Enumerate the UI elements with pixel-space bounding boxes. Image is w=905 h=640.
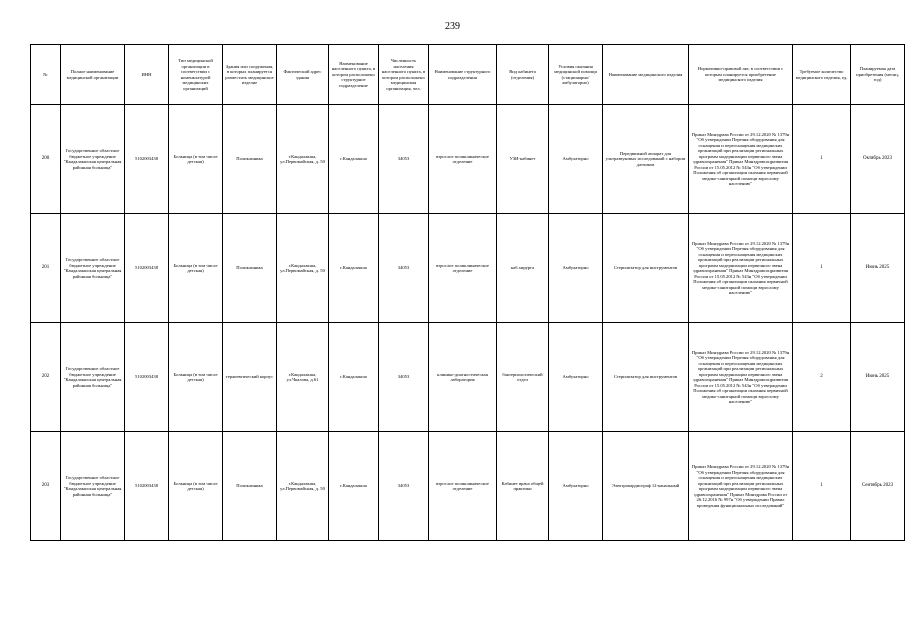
table-cell: Стерилизатор для инструментов [603,214,689,323]
table-cell: 34053 [379,432,429,541]
header-cell: Условия оказания медицинской помощи (стационарно/ амбулаторно) [549,45,603,105]
header-cell: Численность населения населенного пункта, в котором расположено медицинская организация, чел. [379,45,429,105]
table-cell: г.Кандалакша [329,105,379,214]
header-cell: Требуемое количество медицинского изделия, ед. [793,45,851,105]
table-cell: 5102003438 [125,432,169,541]
table-cell: бактериологический отдел [497,323,549,432]
table-cell: Приказ Минздрава России от 29.12.2020 № 1379н "Об утверждении Перечня оборудования для оснащения и переоснащения медицинских организаций при реализации региональных программ модернизации первичного звена здравоохранения" Приказ Минздравсоцразвития России от 15.05.2012 № 543н "Об утверждении Положения об организации оказания первичной медико-санитарной помощи взрослому населению" [689,323,793,432]
table-cell: УЗИ-кабинет [497,105,549,214]
table-cell: Кабинет врача общей практики [497,432,549,541]
header-cell: Вид кабинета (отделения) [497,45,549,105]
table-row [31,105,905,214]
table-cell: г.Кандалакша, ул.Первомайская, д. 50 [277,432,329,541]
table-cell: Амбулаторно [549,323,603,432]
header-cell: Наименование населенного пункта, в котором расположено структурное подразделение [329,45,379,105]
table-cell: Приказ Минздрава России от 29.12.2020 № 1379н "Об утверждении Перечня оборудования для оснащения и переоснащения медицинских организаций при реализации региональных программ модернизации первичного звена здравоохранения" Приказ Минздравсоцразвития России от 15.05.2012 № 543н "Об утверждении Положения об организации оказания первичной медико-санитарной помощи взрослому населению" [689,105,793,214]
table-cell: Июнь 2025 [851,323,905,432]
header-cell: Планируемая дата приобретения (месяц, год) [851,45,905,105]
table-cell: Амбулаторно [549,432,603,541]
table-cell: Поликлиника [223,214,277,323]
table-cell: взрослое поликлиническое отделение [429,214,497,323]
table-cell: Больница (в том числе детская) [169,323,223,432]
header-cell: № [31,45,61,105]
header-cell: Полное наименование медицинской организации [61,45,125,105]
table-cell: Государственное областное бюджетное учреждение "Кандалакшская центральная районная больница" [61,214,125,323]
table-cell: 1 [793,105,851,214]
table-cell: 203 [31,432,61,541]
table-cell: г.Кандалакша, ул.Первомайская, д. 50 [277,214,329,323]
table-cell: г.Кандалакша, ул.Первомайская, д. 50 [277,105,329,214]
table-cell: 1 [793,432,851,541]
table-cell: Поликлиника [223,432,277,541]
header-cell: Наименование медицинского изделия [603,45,689,105]
table-cell: г.Кандалакша [329,214,379,323]
table-row [31,323,905,432]
table-cell: Государственное областное бюджетное учреждение "Кандалакшская центральная районная больница" [61,323,125,432]
table-cell: 200 [31,105,61,214]
table-cell: Амбулаторно [549,105,603,214]
table-cell: Государственное областное бюджетное учреждение "Кандалакшская центральная районная больница" [61,105,125,214]
table-cell: 2 [793,323,851,432]
table-cell: каб.хирурга [497,214,549,323]
page-number: 239 [445,21,460,32]
header-cell: Фактический адрес здания [277,45,329,105]
table-cell: Государственное областное бюджетное учреждение "Кандалакшская центральная районная больница" [61,432,125,541]
table-cell: Электрокардиограф 12-канальный [603,432,689,541]
table-cell: г.Кандалакша [329,323,379,432]
table-cell: г.Кандалакша [329,432,379,541]
header-cell: Здания или сооружения, в которых планируется разместить медицинское изделие [223,45,277,105]
table-cell: 5102003438 [125,105,169,214]
header-cell: Наименование структурного подразделения [429,45,497,105]
table-cell: Поликлиника [223,105,277,214]
table-cell: 34053 [379,105,429,214]
table-cell: взрослое поликлиническое отделение [429,432,497,541]
table-row [31,214,905,323]
table-cell: 201 [31,214,61,323]
table-cell: г.Кандалакша, ул.Чкалова, д.61 [277,323,329,432]
table-cell: Июнь 2025 [851,214,905,323]
table-cell: взрослое поликлиническое отделение [429,105,497,214]
header-cell: ИНН [125,45,169,105]
equipment-registry-table [30,44,905,541]
header-cell: Нормативно-правовой акт, в соответствии с которым планируется приобретение медицинского изделия [689,45,793,105]
header-cell: Тип медицинской организации в соответствии с номенклатурой медицинских организаций [169,45,223,105]
table-cell: терапевтический корпус [223,323,277,432]
table-cell: 5102003438 [125,323,169,432]
table-cell: Сентябрь 2023 [851,432,905,541]
table-cell: 1 [793,214,851,323]
table-cell: 5102003438 [125,214,169,323]
table-cell: Стерилизатор для инструментов [603,323,689,432]
table-cell: Приказ Минздрава России от 29.12.2020 № 1379н "Об утверждении Перечня оборудования для оснащения и переоснащения медицинских организаций при реализации региональных программ модернизации первичного звена здравоохранения" Приказ Минздравсоцразвития России от 15.05.2012 № 543н "Об утверждении Положения об организации оказания первичной медико-санитарной помощи взрослому населению" [689,214,793,323]
table-row [31,432,905,541]
table-cell: Амбулаторно [549,214,603,323]
table-cell: 202 [31,323,61,432]
table-cell: Передвижной аппарат для ультразвуковых исследований с набором датчиков [603,105,689,214]
table-cell: клинико-диагностическая лаборатория [429,323,497,432]
table-cell: Больница (в том числе детская) [169,214,223,323]
table-header-row [31,45,905,105]
table-cell: 34053 [379,323,429,432]
table-cell: 34053 [379,214,429,323]
table-cell: Больница (в том числе детская) [169,432,223,541]
table-cell: Больница (в том числе детская) [169,105,223,214]
table-cell: Приказ Минздрава России от 29.12.2020 № 1379н "Об утверждении Перечня оборудования для оснащения и переоснащения медицинских организаций при реализации региональных программ модернизации первичного звена здравоохранения" Приказ Минздрава России от 26.12.2016 № 997н "Об утверждении Правил проведения функциональных исследований" [689,432,793,541]
table-cell: Октябрь 2023 [851,105,905,214]
